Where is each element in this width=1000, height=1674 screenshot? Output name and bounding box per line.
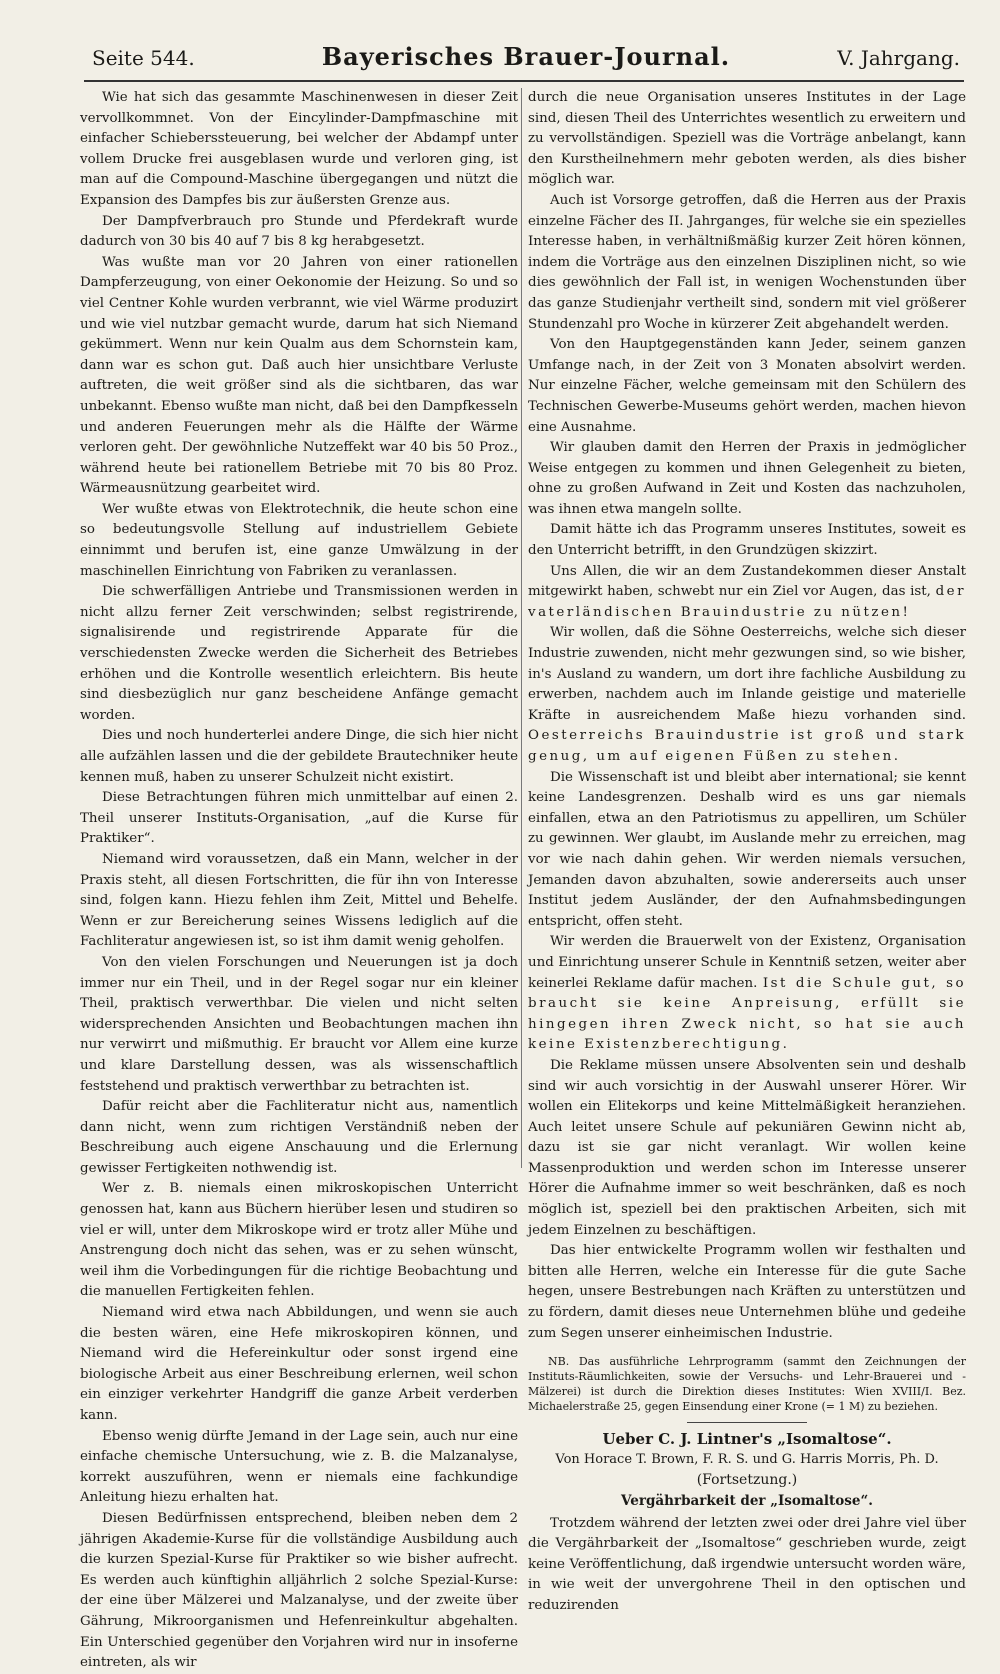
- paragraph: Von den vielen Forschungen und Neuerungen ist ja doch immer nur ein Theil, und in der Regel sogar nur ein kleiner Theil, praktisch verwerthbar. Die vielen und nicht selten widersprechenden Ansichten und Beobachtungen machen ihn nur verwirrt und mißmuthig. Er braucht vor Allem eine kurze und klare Darstellung dessen, was als wissenschaftlich feststehend und praktisch verwerthbar zu betrachten ist.: [80, 954, 518, 1094]
- paragraph: durch die neue Organisation unseres Institutes in der Lage sind, diesen Theil des Unterrichtes wesentlich zu erweitern und zu vervollständigen. Speziell was die Vorträge anbelangt, kann den Kurstheilnehmern mehr geboten werden, als dies bisher möglich war.: [528, 90, 966, 188]
- page-header: [92, 42, 960, 82]
- paragraph: Niemand wird voraussetzen, daß ein Mann, welcher in der Praxis steht, all diesen Fortschritten, die für ihn von Interesse sind, folgen kann. Hiezu fehlen ihm Zeit, Mittel und Behelfe. Wenn er zur Bereicherung seines Wissens lediglich auf die Fachliteratur angewiesen ist, so ist ihm damit wenig geholfen.: [80, 851, 518, 950]
- column-divider: [521, 88, 522, 1168]
- paragraph: Damit hätte ich das Programm unseres Institutes, soweit es den Unterricht betrifft, in den Grundzügen skizzirt.: [528, 522, 966, 559]
- spaced-emphasis: der vaterländischen Brauindustrie zu nützen!: [528, 584, 966, 620]
- paragraph: Das hier entwickelte Programm wollen wir festhalten und bitten alle Herren, welche ein Interesse für die gute Sache hegen, unsere Bestrebungen nach Kräften zu unterstützen und zu fördern, damit dieses neue Unternehmen blühe und gedeihe zum Segen unserer einheimischen Industrie.: [528, 1243, 966, 1341]
- paragraph: Dafür reicht aber die Fachliteratur nicht aus, namentlich dann nicht, wenn zum richtigen Verständniß neben der Beschreibung auch eigene Anschauung und die Erlernung gewisser Fertigkeiten nothwendig ist.: [80, 1099, 518, 1176]
- article-continuation: (Fortsetzung.): [696, 1472, 798, 1489]
- paragraph: Die Reklame müssen unsere Absolventen sein und deshalb sind wir auch vorsichtig in der Auswahl unserer Hörer. Wir wollen ein Elitekorps und keine Mittelmäßigkeit heranziehen. Auch leitet unsere Schule auf pekuniären Gewinn nicht ab, dazu ist sie gar nicht veranlagt. Wir wollen keine Massenproduktion und werden schon im Interesse unserer Hörer die Aufnahme immer so weit beschränken, daß es noch möglich ist, speziell bei den praktischen Arbeiten, sich mit jedem Einzelnen zu beschäftigen.: [528, 1057, 966, 1238]
- spaced-emphasis: Oesterreichs Brauindustrie ist groß und stark genug, um auf eigenen Füßen zu stehen.: [528, 728, 966, 764]
- paragraph: Wir glauben damit den Herren der Praxis in jedmöglicher Weise entgegen zu kommen und ihnen Gelegenheit zu bieten, ohne zu großen Aufwand in Zeit und Kosten das nachzuholen, was ihnen etwa mangeln sollte.: [528, 440, 966, 517]
- article-subtitle: Vergährbarkeit der „Isomaltose“.: [621, 1493, 873, 1509]
- paragraph: Niemand wird etwa nach Abbildungen, und wenn sie auch die besten wären, eine Hefe mikroskopiren können, und Niemand wird die Hefereinkultur oder sonst irgend eine biologische Arbeit aus einer Beschreibung erlernen, weil schon ein einziger verkehrter Handgriff die ganze Arbeit verderben kann.: [80, 1305, 518, 1423]
- paragraph-text: Wir wollen, daß die Söhne Oesterreichs, welche sich dieser Industrie zuwenden, nicht mehr gezwungen sind, so wie bisher, in's Ausland zu wandern, um dort ihre fachliche Ausbildung zu erwerben, nachdem auch im Inlande geistige und materielle Kräfte in ausreichendem Maße hiezu vorhanden sind.: [528, 625, 966, 723]
- article-title: Ueber C. J. Lintner's „Isomaltose“.: [602, 1430, 892, 1449]
- article-authors: Von Horace T. Brown, F. R. S. und G. Harris Morris, Ph. D.: [555, 1451, 939, 1467]
- spaced-emphasis: Ist die Schule gut, so braucht sie keine Anpreisung, erfüllt sie hingegen ihren Zweck nicht, so hat sie auch keine Existenzberechtigung.: [528, 975, 967, 1053]
- paragraph: Dies und noch hunderterlei andere Dinge, die sich hier nicht alle aufzählen lassen und die der gebildete Brautechniker heute kennen muß, haben zu unserer Schulzeit nicht existirt.: [80, 728, 518, 785]
- paragraph: Was wußte man vor 20 Jahren von einer rationellen Dampferzeugung, von einer Oekonomie der Heizung. So und so viel Centner Kohle wurden verbrannt, wie viel Wärme produzirt und wie viel nutzbar gemacht wurde, darum hat sich Niemand gekümmert. Wenn nur kein Qualm aus dem Schornstein kam, dann war es schon gut. Daß auch hier unsichtbare Verluste auftreten, die weit größer sind als die sichtbaren, das war unbekannt. Ebenso wußte man nicht, daß bei den Dampfkesseln und anderen Feuerungen mehr als die Hälfte der Wärme verloren geht. Der gewöhnliche Nutzeffekt war 40 bis 50 Proz., während heute bei rationellem Betriebe mit 70 bis 80 Proz. Wärmeausnützung gearbeitet wird.: [80, 254, 518, 497]
- paragraph: Von den Hauptgegenständen kann Jeder, seinem ganzen Umfange nach, in der Zeit von 3 Monaten absolvirt werden. Nur einzelne Fächer, welche gemeinsam mit den Schülern des Technischen Gewerbe-Museums gehört werden, machen hievon eine Ausnahme.: [528, 337, 966, 435]
- paragraph-text: Wir werden die Brauerwelt von der Existenz, Organisation und Einrichtung unserer Schule in Kenntniß setzen, weiter aber keinerlei Reklame dafür machen.: [528, 934, 966, 991]
- journal-title: Bayerisches Brauer-Journal.: [321, 42, 731, 71]
- page-number: Seite 544.: [92, 46, 195, 70]
- paragraph: Diese Betrachtungen führen mich unmittelbar auf einen 2. Theil unserer Instituts-Organisation, „auf die Kurse für Praktiker“.: [80, 790, 518, 847]
- volume-label: V. Jahrgang.: [837, 46, 960, 70]
- section-rule: [687, 1422, 807, 1423]
- paragraph: Ebenso wenig dürfte Jemand in der Lage sein, auch nur eine einfache chemische Untersuchung, wie z. B. die Malzanalyse, korrekt auszuführen, wenn er niemals eine fachkundige Anleitung hiezu erhalten hat.: [80, 1428, 518, 1506]
- paragraph: [528, 623, 966, 767]
- header-rule: [84, 80, 964, 82]
- paragraph: Der Dampfverbrauch pro Stunde und Pferdekraft wurde dadurch von 30 bis 40 auf 7 bis 8 kg herabgesetzt.: [80, 213, 518, 250]
- paragraph: [528, 932, 966, 1056]
- paragraph: Die Wissenschaft ist und bleibt aber international; sie kennt keine Landesgrenzen. Deshalb wird es uns gar niemals einfallen, etwa an den Patriotismus zu appelliren, um Schüler zu gewinnen. Wer glaubt, im Auslande mehr zu erreichen, mag vor wie nach dahin gehen. Wir werden niemals versuchen, Jemanden davon abzuhalten, sowie andererseits auch unser Institut jedem Ausländer, der den Aufnahmsbedingungen entspricht, offen steht.: [528, 769, 966, 929]
- paragraph-text: Uns Allen, die wir an dem Zustandekommen dieser Anstalt mitgewirkt haben, schwebt nur ein Ziel vor Augen, das ist,: [528, 563, 966, 600]
- left-column: [80, 88, 518, 1674]
- right-column: [528, 88, 966, 1617]
- footnote: NB. Das ausführliche Lehrprogramm (sammt den Zeichnungen der Instituts-Räumlichkeiten, sowie der Versuchs- und Lehr-Brauerei und -Mälzerei) ist durch die Direktion dieses Institutes: Wien XVIII/I. Bez. Michaelerstraße 25, gegen Einsendung einer Krone (= 1 M) zu beziehen.: [528, 1355, 966, 1414]
- paragraph: Wie hat sich das gesammte Maschinenwesen in dieser Zeit vervollkommnet. Von der Eincylinder-Dampfmaschine mit einfacher Schieberssteuerung, bei welcher der Abdampf unter vollem Drucke frei ausgeblasen wurde und verloren ging, ist man auf die Compound-Maschine übergegangen und nützt die Expansion des Dampfes bis zur äußersten Grenze aus.: [80, 90, 518, 208]
- paragraph: Auch ist Vorsorge getroffen, daß die Herren aus der Praxis einzelne Fächer des II. Jahrganges, für welche sie ein spezielles Interesse haben, in verhältnißmäßig kurzer Zeit hören können, indem die Vorträge aus den einzelnen Disziplinen nicht, so wie dies gewöhnlich der Fall ist, in wenigen Wochenstunden über das ganze Studienjahr vertheilt sind, sondern mit viel größerer Stundenzahl pro Woche in kürzerer Zeit abgehandelt werden.: [528, 192, 966, 332]
- paragraph: Trotzdem während der letzten zwei oder drei Jahre viel über die Vergährbarkeit der „Isomaltose“ geschrieben wurde, zeigt keine Veröffentlichung, daß irgendwie untersucht worden wäre, in wie weit der unvergohrene Theil in den optischen und reduzirenden: [528, 1515, 966, 1613]
- paragraph: [528, 562, 966, 624]
- paragraph: Die schwerfälligen Antriebe und Transmissionen werden in nicht allzu ferner Zeit verschwinden; selbst registrirende, signalisirende und registrirende Apparate für die verschiedensten Zwecke werden die Sicherheit des Betriebes erhöhen und die Kontrolle wesentlich erleichtern. Bis heute sind diesbezüglich nur ganz bescheidene Anfänge gemacht worden.: [80, 584, 518, 723]
- paragraph: Wer wußte etwas von Elektrotechnik, die heute schon eine so bedeutungsvolle Stellung auf industriellem Gebiete einnimmt und berufen ist, eine ganze Umwälzung in der maschinellen Einrichtung von Fabriken zu veranlassen.: [80, 501, 518, 579]
- paragraph: Diesen Bedürfnissen entsprechend, bleiben neben dem 2 jährigen Akademie-Kurse für die vollständige Ausbildung auch die kurzen Spezial-Kurse für Praktiker so wie bisher aufrecht. Es werden auch künftighin alljährlich 2 solche Spezial-Kurse: der eine über Mälzerei und Malzanalyse, und der zweite über Gährung, Mikroorganismen und Hefenreinkultur abgehalten. Ein Unterschied gegenüber den Vorjahren wird nur in insoferne eintreten, als wir: [80, 1510, 518, 1671]
- paragraph: Wer z. B. niemals einen mikroskopischen Unterricht genossen hat, kann aus Büchern hierüber lesen und studiren so viel er will, unter dem Mikroskope wird er trotz aller Mühe und Anstrengung doch nicht das sehen, was er zu sehen wünscht, weil ihm die Vorbedingungen für die richtige Beobachtung und die manuellen Fertigkeiten fehlen.: [80, 1181, 518, 1300]
